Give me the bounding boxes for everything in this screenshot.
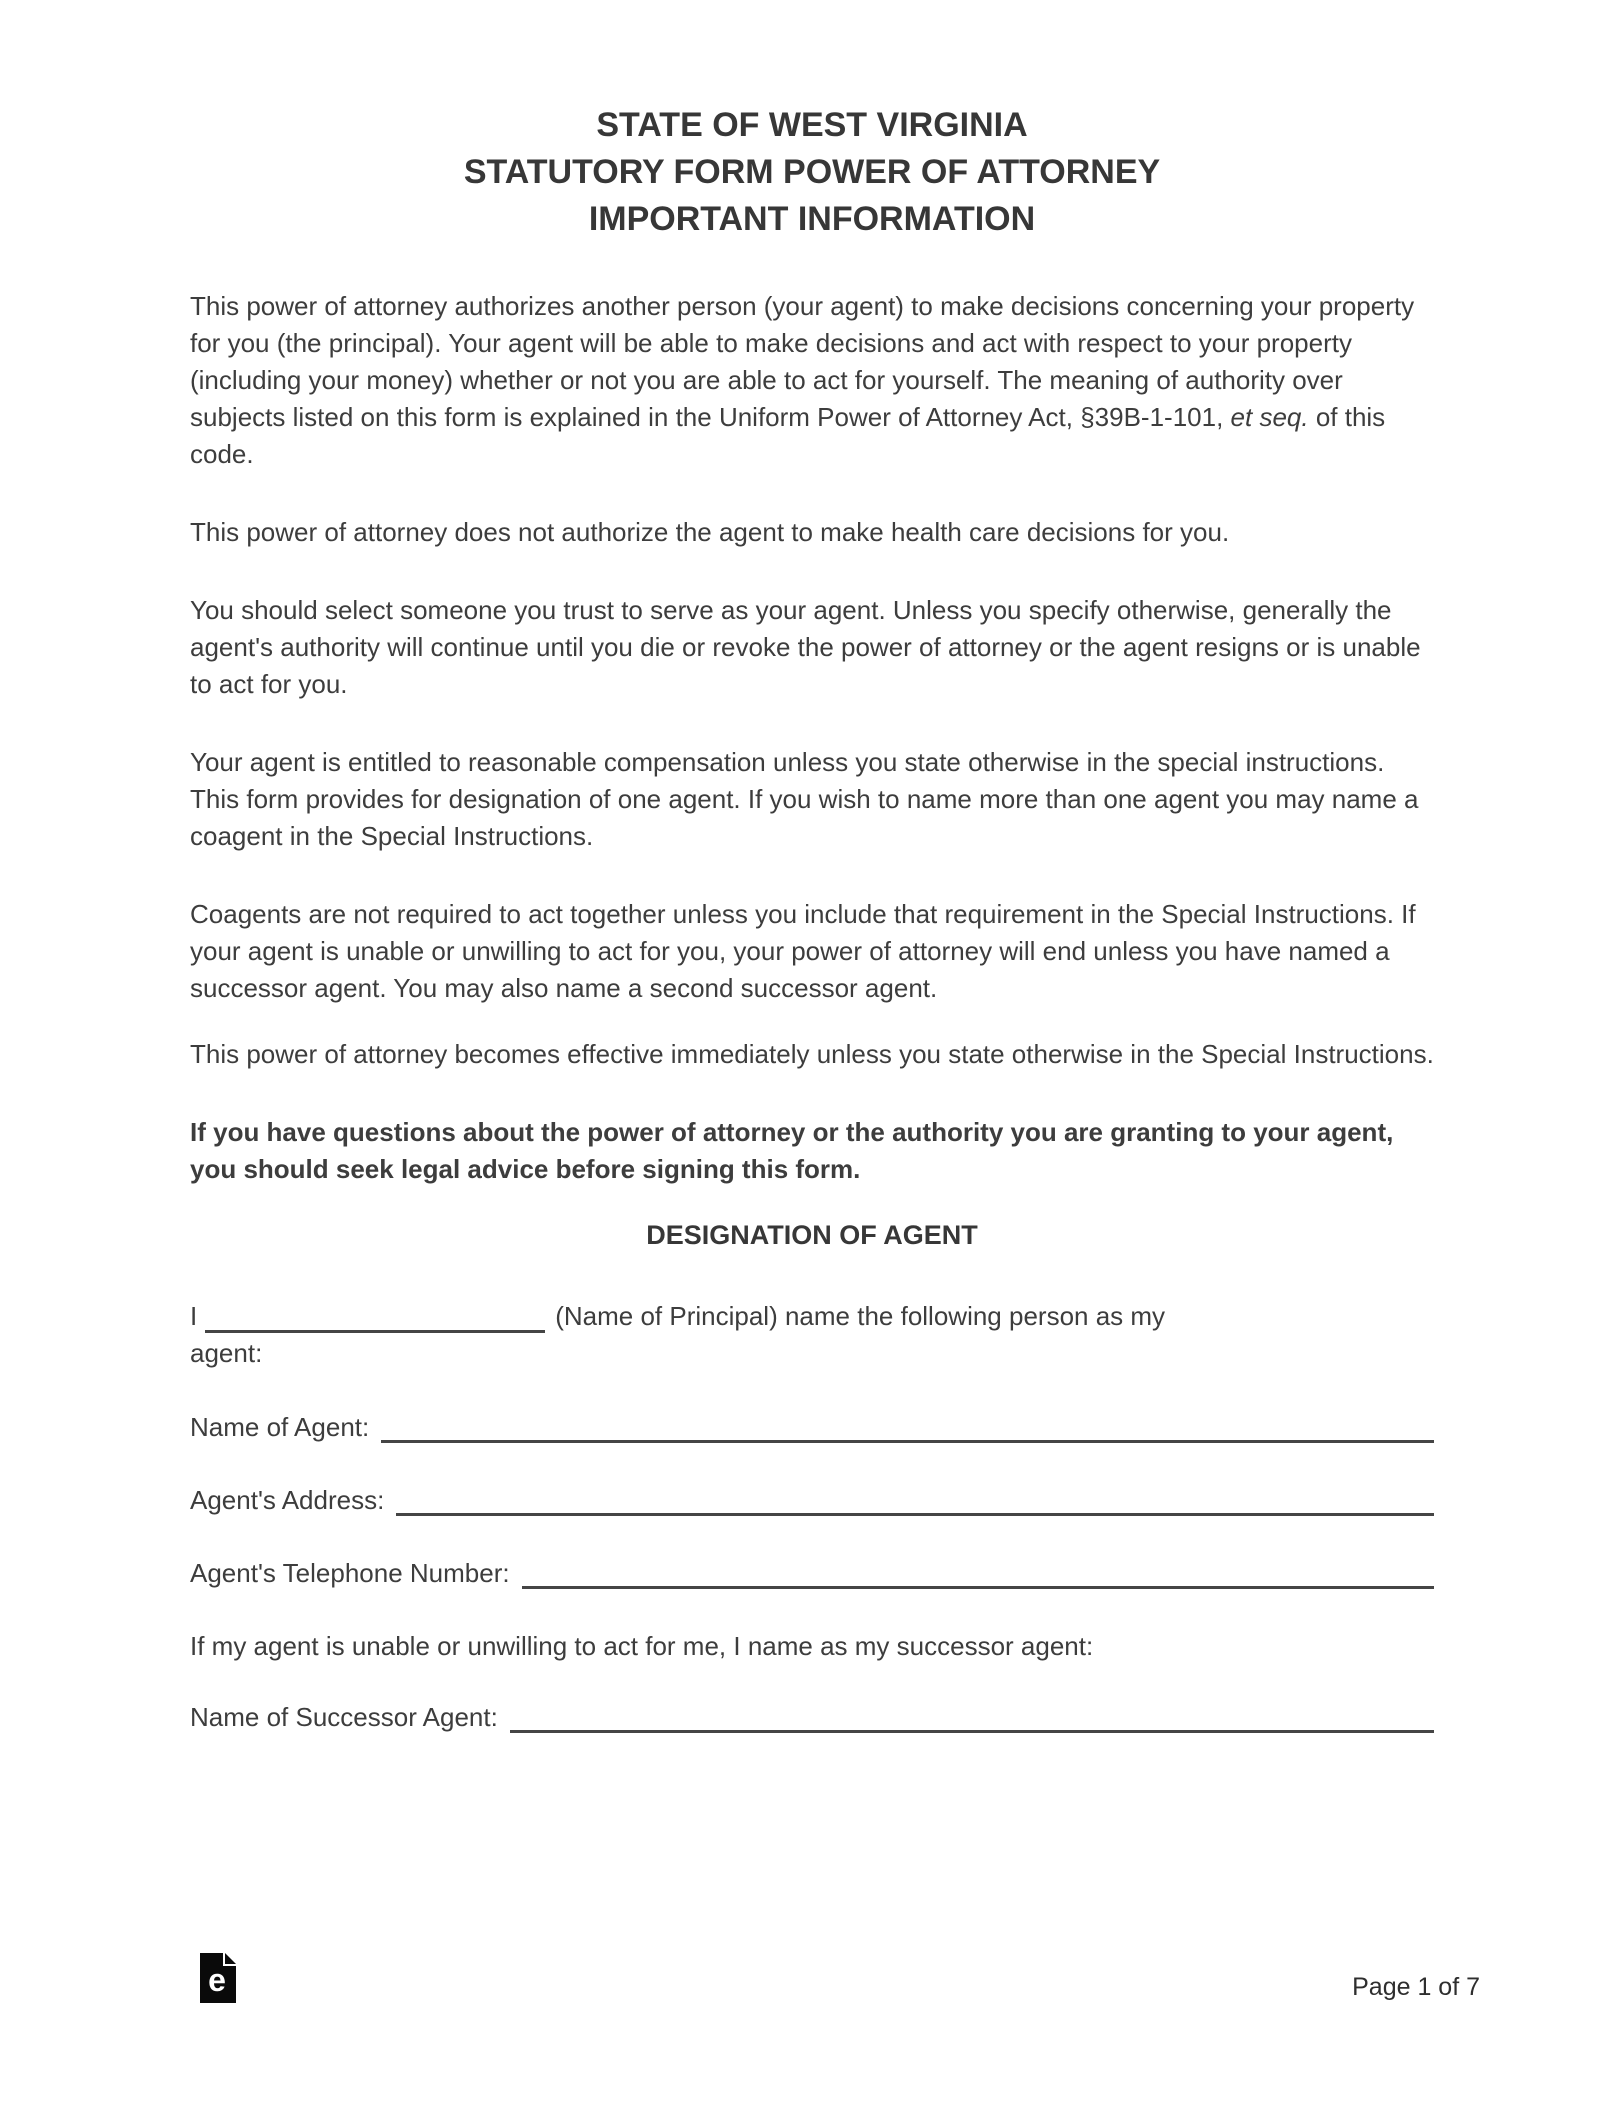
successor-agent-intro: If my agent is unable or unwilling to act for me, I name as my successor agent: [190,1631,1094,1661]
principal-suffix-agent: agent: [190,1338,263,1368]
successor-agent-name-label: Name of Successor Agent: [190,1702,498,1732]
field-row-successor-agent-name [190,1699,1434,1736]
paragraph-effective: This power of attorney becomes effective immediately unless you state otherwise in the Special Instructions. [190,1039,1434,1069]
field-row-agent-name [190,1409,1434,1446]
paragraph-compensation: Your agent is entitled to reasonable compensation unless you state otherwise in the special instructions. This form provides for designation of one agent. If you wish to name more than one agent you may name a coagent in the Special Instructions. [190,747,1419,851]
paragraph-health-care: This power of attorney does not authorize the agent to make health care decisions for you. [190,517,1230,547]
agent-telephone-input[interactable] [522,1555,1434,1589]
title-line-state: STATE OF WEST VIRGINIA [596,106,1028,144]
agent-name-input[interactable] [381,1409,1434,1443]
paragraph-authorization [190,288,1434,473]
field-row-agent-telephone [190,1555,1434,1592]
agent-telephone-label: Agent's Telephone Number: [190,1558,510,1588]
eforms-logo [200,1953,238,2003]
designation-of-agent-heading: DESIGNATION OF AGENT [646,1220,978,1250]
page-number: Page 1 of 7 [1352,1973,1480,2001]
paragraph-authorization-text-end: of this code. [190,402,1386,469]
principal-prefix: I [190,1301,198,1331]
title-line-form: STATUTORY FORM POWER OF ATTORNEY [463,153,1161,191]
field-row-agent-address [190,1482,1434,1519]
document-title [190,102,1434,243]
successor-agent-name-input[interactable] [510,1699,1434,1733]
legal-citation-et-seq: et seq. [1230,402,1309,432]
principal-suffix: (Name of Principal) name the following person as my [555,1301,1166,1331]
principal-designation-sentence [190,1298,1434,1372]
agent-name-label: Name of Agent: [190,1412,370,1442]
document-logo-icon [200,1953,238,2003]
agent-address-input[interactable] [396,1482,1434,1516]
paragraph-authorization-text: This power of attorney authorizes another person (your agent) to make decisions concerning your property for you (the principal). Your agent will be able to make decisions and act with respect to your property (including your money) whether or not you are able to act for yourself. The meaning of authority over subjects listed on this form is explained in the Uniform Power of Attorney Act, §39B-1-101, [190,291,1415,432]
logo-letter: e [208,1962,226,1998]
paragraph-select-agent: You should select someone you trust to serve as your agent. Unless you specify otherwise, generally the agent's authority will continue until you die or revoke the power of attorney or the agent resigns or is unable to act for you. [190,595,1421,699]
paragraph-legal-advice-warning: If you have questions about the power of attorney or the authority you are granting to your agent, you should seek legal advice before signing this form. [190,1117,1394,1184]
agent-address-label: Agent's Address: [190,1485,385,1515]
principal-name-input[interactable] [205,1330,545,1333]
paragraph-coagents: Coagents are not required to act together unless you include that requirement in the Special Instructions. If your agent is unable or unwilling to act for you, your power of attorney will end unless you have named a successor agent. You may also name a second successor agent. [190,899,1416,1003]
title-line-info: IMPORTANT INFORMATION [588,200,1036,238]
